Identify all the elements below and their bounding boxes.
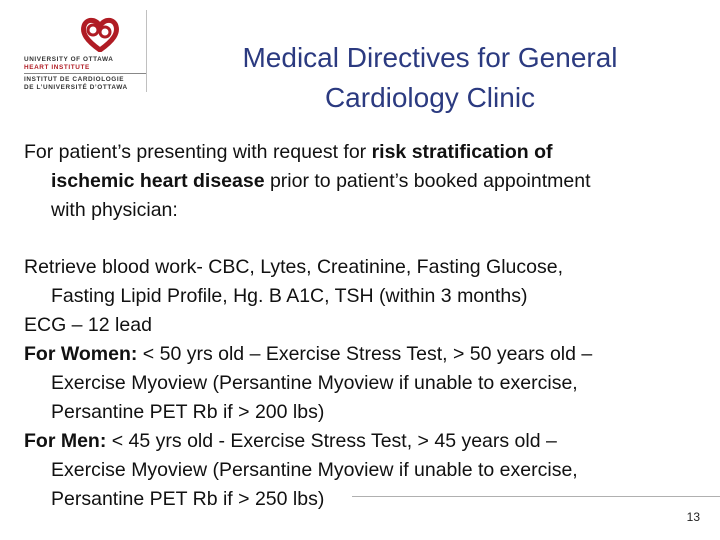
logo-line-3: INSTITUT DE CARDIOLOGIE <box>24 76 125 83</box>
logo-text-institut <box>24 76 146 92</box>
institution-logo <box>24 16 148 96</box>
intro-bold-2: ischemic heart disease <box>51 170 265 192</box>
logo-line-1: UNIVERSITY OF OTTAWA <box>24 56 114 63</box>
women-line-2: Exercise Myoview (Persantine Myoview if unable to exercise, <box>51 372 578 394</box>
men-label: For Men: <box>24 430 107 452</box>
list-item-women <box>24 340 694 427</box>
ecg-text: ECG – 12 lead <box>24 314 152 336</box>
intro-text-1: For patient’s presenting with request for <box>24 141 372 163</box>
logo-line-2: HEART INSTITUTE <box>24 64 90 71</box>
women-label: For Women: <box>24 343 138 365</box>
directives-list <box>24 253 694 514</box>
heart-institute-logo-icon <box>80 16 120 52</box>
header-divider <box>146 10 147 92</box>
title-line-1: Medical Directives for General <box>242 42 618 73</box>
men-line-1: < 45 yrs old - Exercise Stress Test, > 45 years old – <box>106 430 557 452</box>
intro-text-3: with physician: <box>51 199 178 221</box>
blood-work-line-2: Fasting Lipid Profile, Hg. B A1C, TSH (within 3 months) <box>51 285 528 307</box>
page-number: 13 <box>686 510 700 524</box>
logo-line-4: DE L’UNIVERSITÉ D’OTTAWA <box>24 84 128 91</box>
logo-divider <box>24 73 146 74</box>
list-item-men <box>24 427 694 514</box>
logo-text-university <box>24 56 146 72</box>
list-item-blood-work <box>24 253 694 311</box>
intro-paragraph <box>24 138 694 225</box>
intro-bold-1: risk stratification of <box>371 141 553 163</box>
women-line-3: Persantine PET Rb if > 200 lbs) <box>51 401 325 423</box>
men-line-3: Persantine PET Rb if > 250 lbs) <box>51 488 325 510</box>
women-line-1: < 50 yrs old – Exercise Stress Test, > 50 years old – <box>137 343 593 365</box>
men-line-2: Exercise Myoview (Persantine Myoview if unable to exercise, <box>51 459 578 481</box>
intro-text <box>24 138 694 225</box>
footer-rule <box>352 496 720 497</box>
title-line-2: Cardiology Clinic <box>324 82 536 113</box>
blood-work-line-1: Retrieve blood work- CBC, Lytes, Creatinine, Fasting Glucose, <box>24 256 564 278</box>
list-item-ecg <box>24 311 694 340</box>
intro-text-2: prior to patient’s booked appointment <box>264 170 591 192</box>
slide-title <box>160 38 700 118</box>
